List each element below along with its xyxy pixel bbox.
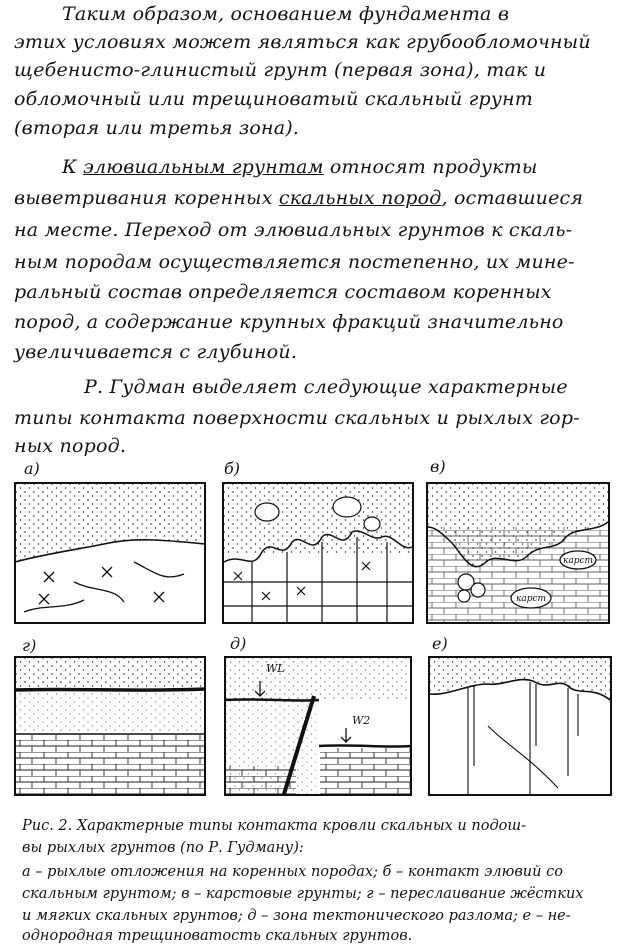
text-line: увеличивается с глубиной. — [14, 341, 298, 363]
text-line: пород, а содержание крупных фракций значительно — [14, 311, 564, 333]
text-line: ным породам осуществляется постепенно, их мине- — [14, 251, 575, 273]
panel-label-e: е) — [432, 634, 448, 653]
text-line — [62, 155, 538, 180]
caption-line: вы рыхлых грунтов (по Р. Гудману): — [22, 840, 304, 856]
water-level-label: WL — [266, 662, 285, 675]
caption-line: и мягких скальных грунтов; д – зона тектонического разлома; е – не- — [22, 908, 571, 924]
text-line: на месте. Переход от элювиальных грунтов к скаль- — [14, 219, 573, 241]
caption-line: а – рыхлые отложения на коренных породах; б – контакт элювий со — [22, 864, 563, 880]
caption-line: Рис. 2. Характерные типы контакта кровли скальных и подош- — [22, 818, 526, 834]
panel-label-b: б) — [224, 459, 241, 478]
text-line: щебенисто-глинистый грунт (первая зона), так и — [14, 59, 547, 81]
panel-b-diagram — [222, 482, 414, 624]
text-line: ных пород. — [14, 435, 127, 457]
text-line: Р. Гудман выделяет следующие характерные — [84, 376, 568, 398]
panel-a-diagram — [14, 482, 206, 624]
caption-line: скальным грунтом; в – карстовые грунты; г – переслаивание жёстких — [22, 886, 584, 902]
panel-g-diagram — [14, 656, 206, 796]
text-line — [14, 186, 583, 211]
text-line: этих условиях может являться как грубообломочный — [14, 31, 591, 53]
hard-layer-top — [15, 689, 205, 690]
underlined-term: элювиальным грунтам — [83, 156, 324, 178]
loose-soil-fill — [15, 483, 205, 562]
fractures — [468, 682, 578, 794]
panel-e-diagram — [428, 656, 612, 796]
panel-label-g: г) — [22, 636, 37, 655]
text-line: (вторая или третья зона). — [14, 117, 300, 139]
panel-label-d: д) — [230, 634, 247, 653]
caption-line: однородная трещиноватость скальных грунтов. — [22, 928, 413, 944]
panel-label-v: в) — [430, 457, 446, 476]
text-fragment: , оставшиеся — [441, 187, 584, 209]
text-fragment: относят продукты — [329, 156, 538, 178]
water-level-arrow — [341, 728, 351, 742]
bedrock-fractures — [24, 562, 184, 612]
panel-d-diagram — [224, 656, 412, 796]
text-line: типы контакта поверхности скальных и рыхлых гор- — [14, 407, 580, 429]
text-line: обломочный или трещиноватый скальный грунт — [14, 88, 533, 110]
text-fragment: К — [62, 156, 77, 178]
karst-label: карст — [515, 594, 547, 604]
underlined-term: скальных пород — [278, 187, 442, 209]
karst-label: карст — [562, 556, 594, 566]
text-line: Таким образом, основанием фундамента в — [62, 3, 510, 25]
panel-label-a: а) — [24, 459, 40, 478]
panel-v-diagram — [426, 482, 610, 624]
text-line: ральный состав определяется составом коренных — [14, 281, 552, 303]
text-fragment: выветривания коренных — [14, 187, 273, 209]
water-level-label: W2 — [352, 714, 371, 727]
